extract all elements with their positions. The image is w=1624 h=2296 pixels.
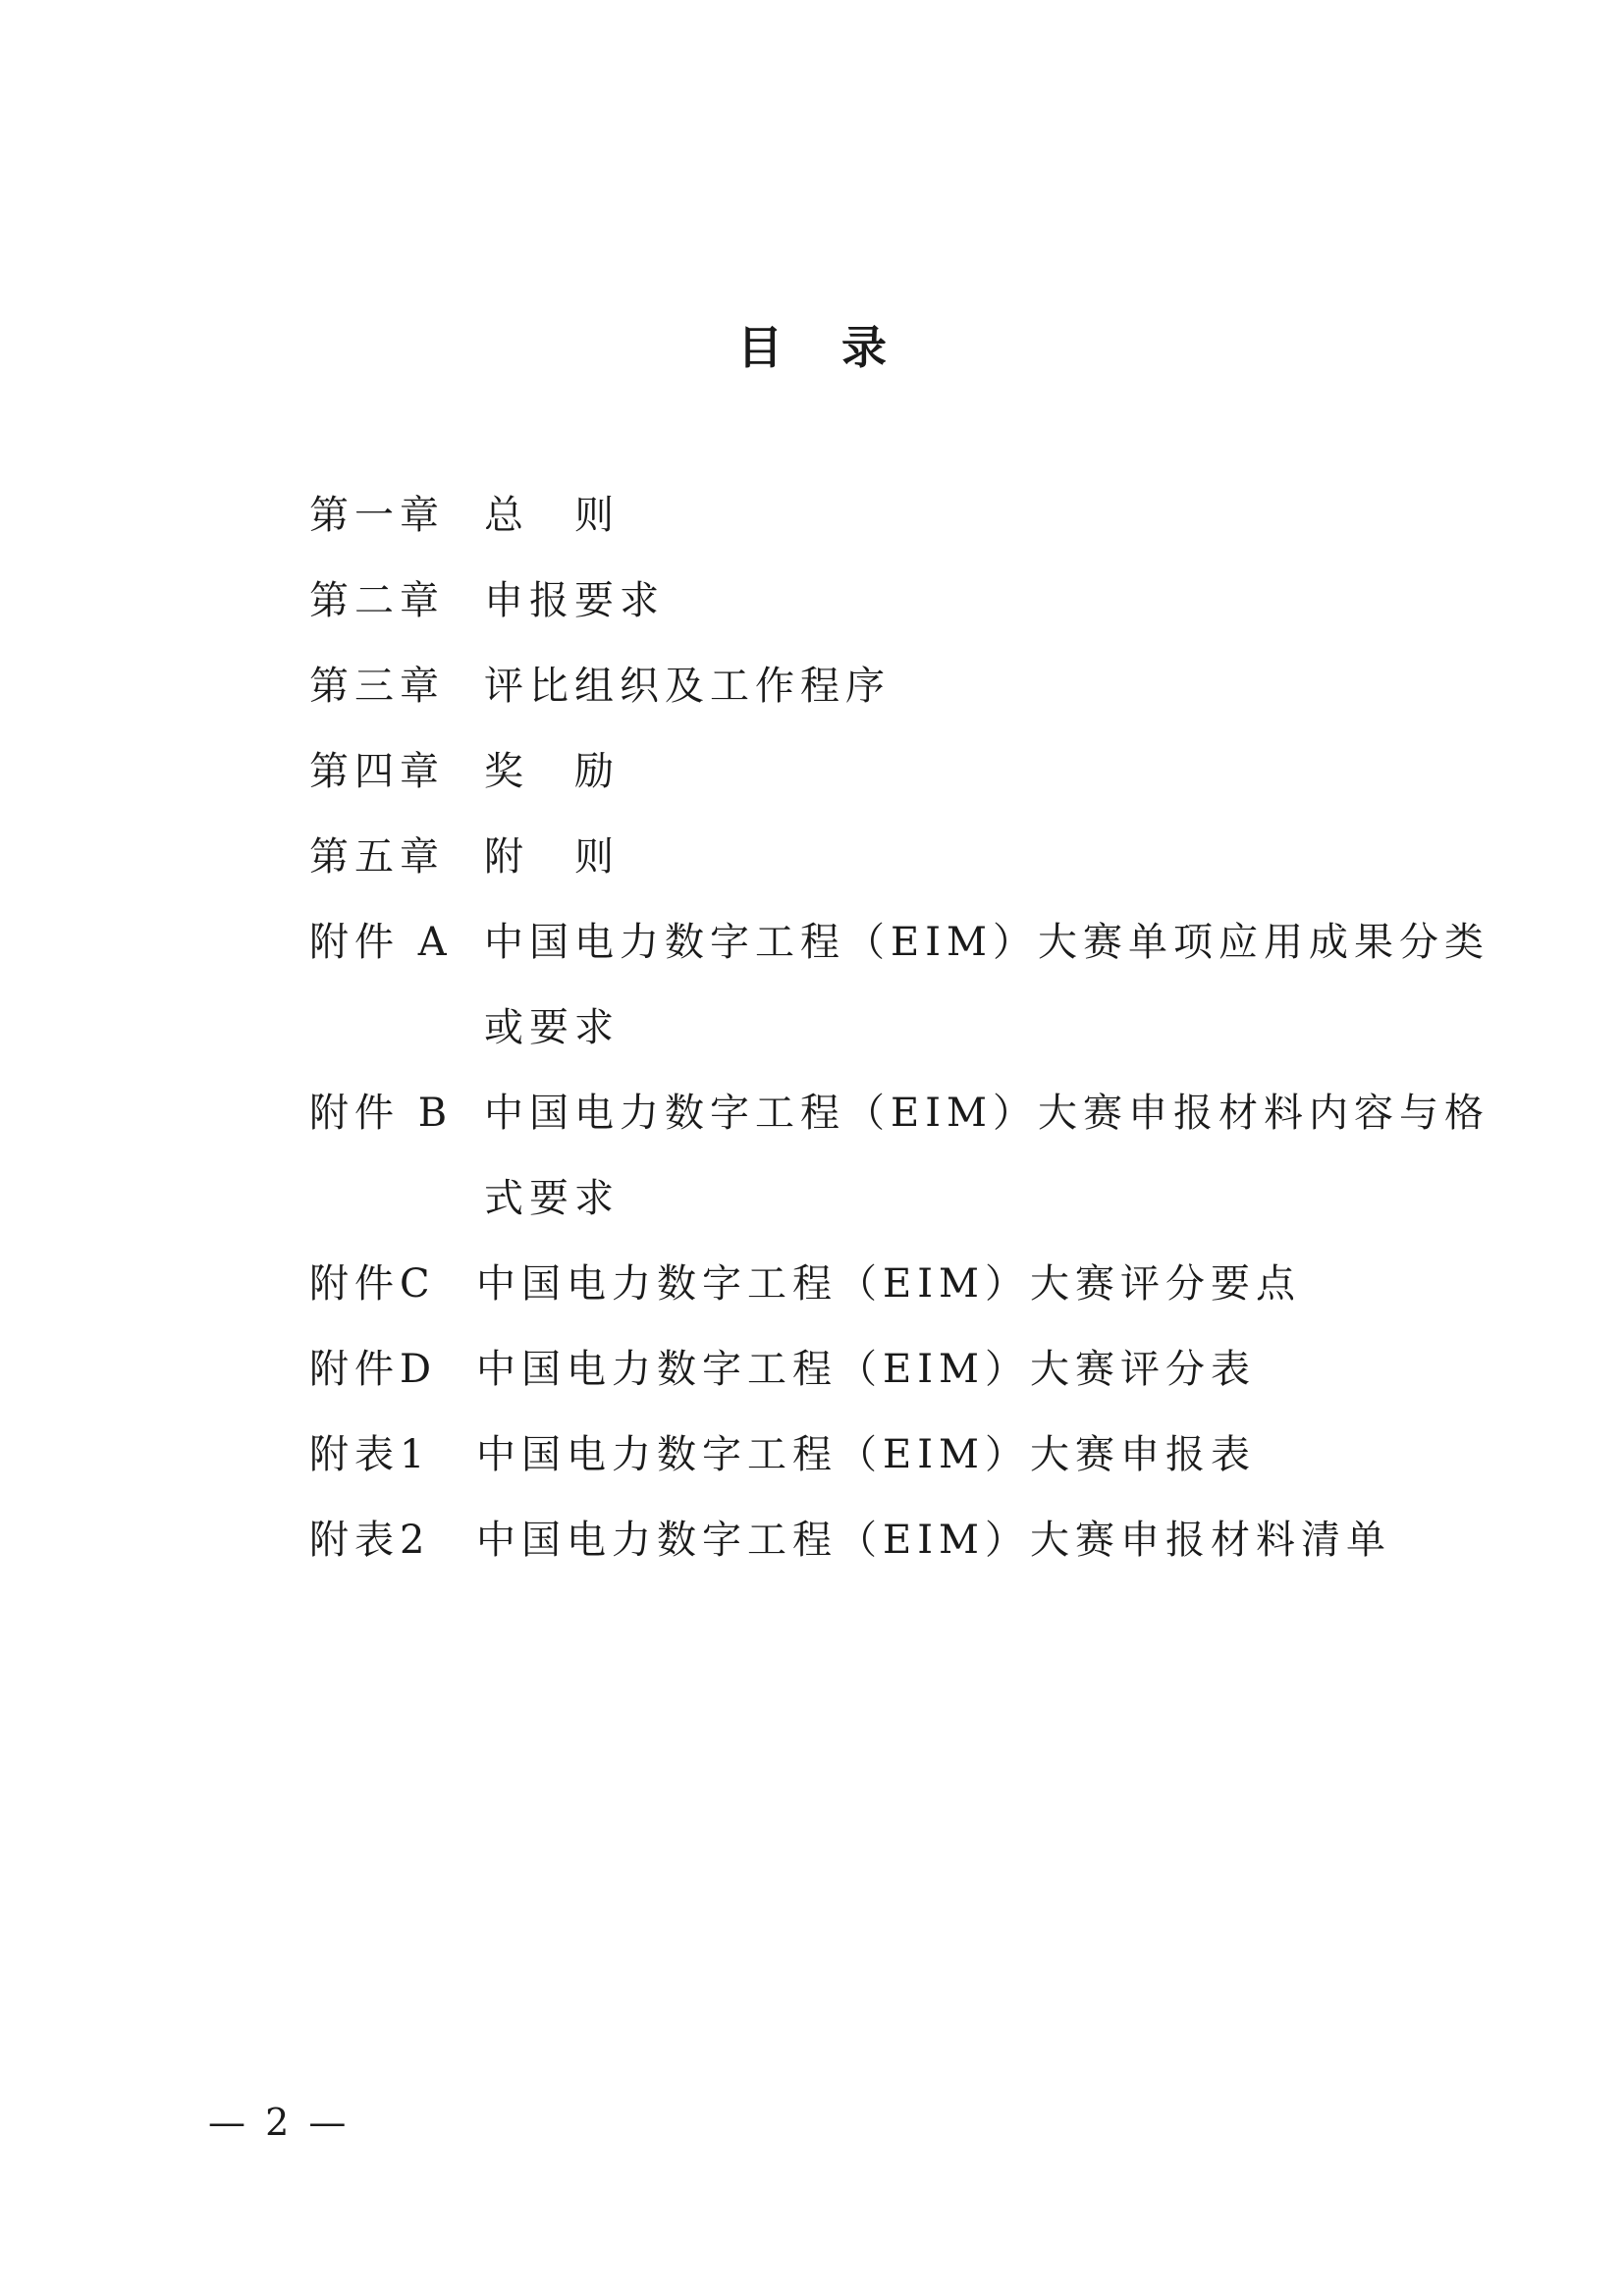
toc-entry-schedule-1[interactable]	[309, 1413, 1448, 1498]
page-number: — 2 —	[208, 2101, 351, 2144]
toc-entry-title	[484, 900, 1489, 1071]
toc-entry-title: 附 则	[484, 834, 620, 880]
toc-entry-label: 第四章	[309, 749, 445, 794]
toc-entry-label: 附表1	[309, 1432, 431, 1477]
toc-entry-title: 总 则	[484, 493, 620, 538]
toc-entry-title-line-2: 或要求	[484, 1005, 620, 1050]
toc-entry-chapter-1[interactable]	[309, 473, 1448, 559]
toc-entry-title: 奖 励	[484, 749, 620, 794]
toc-entry-label: 第三章	[309, 664, 445, 709]
table-of-contents	[309, 473, 1489, 1583]
toc-entry-title: 中国电力数字工程（EIM）大赛评分表	[476, 1347, 1256, 1392]
toc-entry-label: 附件C	[309, 1261, 436, 1307]
toc-entry-label: 附件 A	[309, 920, 453, 965]
toc-entry-attachment-d[interactable]	[309, 1327, 1448, 1413]
toc-entry-title: 中国电力数字工程（EIM）大赛申报表	[476, 1432, 1256, 1477]
toc-entry-chapter-4[interactable]	[309, 729, 1448, 815]
toc-entry-label: 附件D	[309, 1347, 438, 1392]
toc-entry-label: 第一章	[309, 493, 445, 538]
toc-entry-label: 附件 B	[309, 1091, 454, 1136]
toc-entry-title	[484, 1071, 1489, 1242]
toc-entry-title: 中国电力数字工程（EIM）大赛评分要点	[476, 1261, 1301, 1307]
title-char-2: 录	[841, 321, 887, 374]
toc-entry-title-line-2: 式要求	[484, 1176, 620, 1221]
toc-entry-title: 申报要求	[484, 578, 665, 623]
toc-entry-label: 第二章	[309, 578, 445, 623]
toc-entry-chapter-3[interactable]	[309, 644, 1448, 729]
page-title	[0, 312, 1624, 377]
toc-entry-title: 中国电力数字工程（EIM）大赛申报材料清单	[476, 1518, 1391, 1563]
toc-entry-chapter-5[interactable]	[309, 815, 1448, 900]
toc-entry-label: 附表2	[309, 1518, 431, 1563]
toc-entry-schedule-2[interactable]	[309, 1498, 1448, 1583]
toc-entry-chapter-2[interactable]	[309, 559, 1448, 644]
toc-entry-attachment-a[interactable]	[309, 900, 1489, 1071]
toc-entry-label: 第五章	[309, 834, 445, 880]
toc-entry-title-line-1: 中国电力数字工程（EIM）大赛单项应用成果分类	[484, 920, 1489, 965]
title-char-1: 目	[737, 321, 783, 374]
toc-entry-attachment-b[interactable]	[309, 1071, 1489, 1242]
toc-entry-attachment-c[interactable]	[309, 1242, 1448, 1327]
toc-entry-title-line-1: 中国电力数字工程（EIM）大赛申报材料内容与格	[484, 1091, 1489, 1136]
toc-entry-title: 评比组织及工作程序	[484, 664, 891, 709]
